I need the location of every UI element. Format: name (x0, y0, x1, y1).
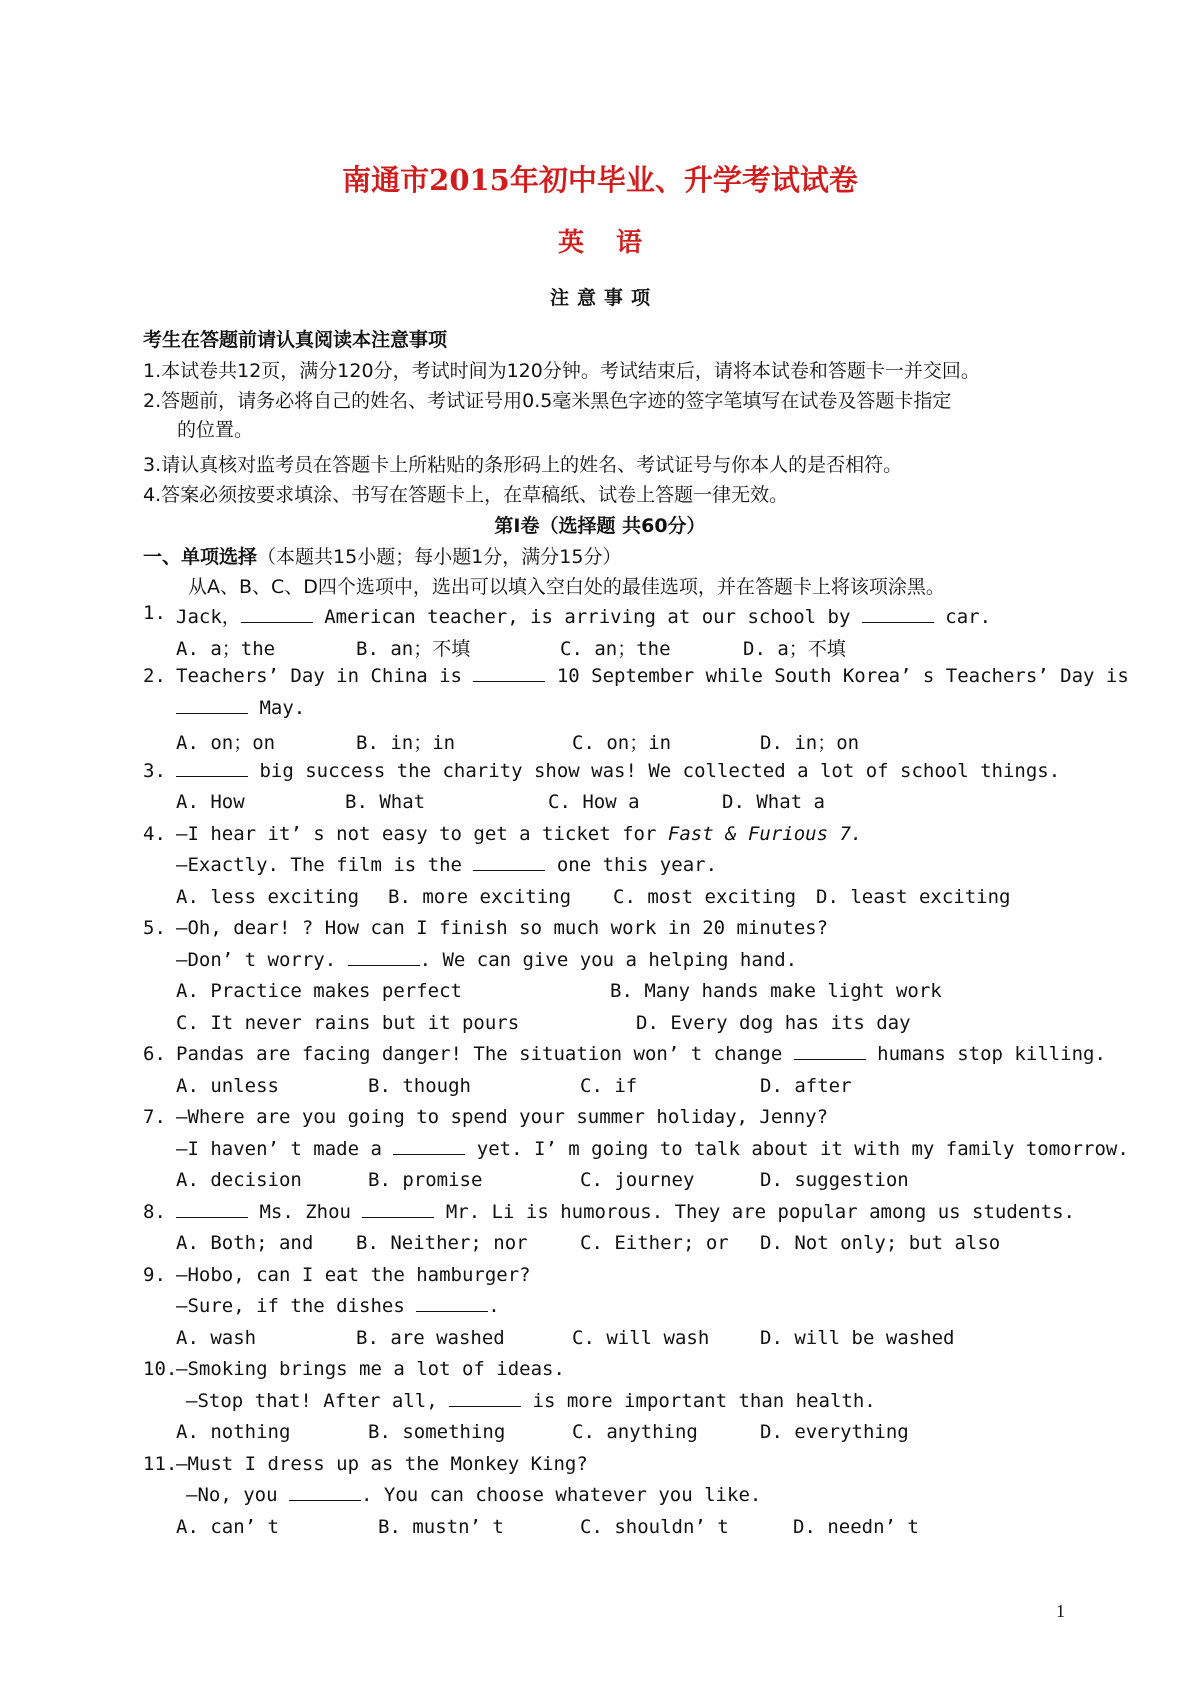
question-text-segment: humans stop killing. (865, 1043, 1106, 1065)
section-note: （本题共15小题；每小题1分，满分15分） (257, 546, 622, 568)
subject-heading (0, 222, 1200, 259)
subject-char: 英 (557, 228, 584, 258)
answer-option: A. less exciting (176, 885, 360, 908)
subject-char: 语 (616, 228, 643, 258)
question-text-segment: . You can choose whatever you like. (360, 1484, 762, 1506)
answer-blank (176, 698, 248, 714)
notice-item-continued: 的位置。 (177, 419, 254, 441)
answer-option: B. What (345, 791, 426, 813)
answer-option: C. will wash (572, 1326, 710, 1349)
question-text (176, 697, 305, 719)
question-text-segment: Teachers’ Day in China is (176, 665, 474, 687)
answer-option: C. shouldn’ t (580, 1515, 729, 1538)
notice-item: 2.答题前，请务必将自己的姓名、考试证号用0.5毫米黑色字迹的签字笔填写在试卷及答题卡指定 (143, 390, 952, 412)
answer-blank (176, 761, 248, 777)
question-number: 4. (143, 822, 166, 845)
question-text-segment: —Oh, dear! ? How can I finish so much work in 20 minutes? (176, 917, 829, 939)
question-number: 2. (143, 665, 166, 687)
answer-blank (241, 607, 313, 623)
section-instruction: 从A、B、C、D四个选项中，选出可以填入空白处的最佳选项，并在答题卡上将该项涂黑。 (188, 576, 945, 598)
section-title: 一、单项选择 (143, 546, 258, 568)
answer-blank (416, 1296, 488, 1312)
answer-option: A. wash (176, 1326, 257, 1349)
question-text-segment: big success the charity show was! We collected a lot of school things. (248, 759, 1061, 782)
question-text-segment: —No, you (186, 1484, 289, 1506)
question-text (176, 1264, 531, 1286)
answer-blank (794, 1044, 866, 1060)
notice-item: 1.本试卷共12页，满分120分，考试时间为120分钟。考试结束后，请将本试卷和答题卡一并交回。 (143, 360, 980, 382)
question-number: 1. (143, 602, 166, 624)
question-text (176, 760, 1060, 782)
question-text-segment: May. (248, 696, 306, 719)
question-text (176, 949, 797, 971)
question-text-segment: car. (933, 606, 992, 628)
question-text-segment: Ms. Zhou (248, 1200, 363, 1223)
question-text (176, 1358, 565, 1380)
answer-option: A. a；the (176, 637, 276, 660)
question-text-segment: yet. I’ m going to talk about it with my family tomorrow. (465, 1137, 1129, 1160)
question-text (176, 1138, 1129, 1160)
notice-heading-char: 事 (604, 287, 624, 309)
question-text-segment: is more important than health. (521, 1389, 876, 1412)
question-number: 3. (143, 759, 166, 782)
answer-option: D. needn’ t (793, 1515, 919, 1538)
answer-option: D. suggestion (760, 1169, 909, 1191)
page-title: 南通市2015年初中毕业、升学考试试卷 (342, 163, 858, 197)
question-text (186, 1390, 876, 1412)
answer-option: A. Both; and (176, 1232, 314, 1254)
answer-option: C. most exciting (613, 885, 797, 908)
question-number: 8. (143, 1200, 166, 1223)
answer-option: A. unless (176, 1074, 279, 1097)
question-text-segment: Pandas are facing danger! The situation won’ t change (176, 1043, 794, 1065)
answer-option: B. something (368, 1421, 506, 1443)
part-heading: 第Ⅰ卷（选择题 共60分） (494, 515, 706, 537)
answer-blank (362, 1202, 434, 1218)
notice-item: 4.答案必须按要求填涂、书写在答题卡上，在草稿纸、试卷上答题一律无效。 (143, 484, 789, 506)
question-number: 7. (143, 1106, 166, 1128)
question-text-segment: —Must I dress up as the Monkey King? (176, 1452, 588, 1475)
answer-option: D. What a (722, 791, 825, 813)
answer-option: D. everything (760, 1421, 909, 1443)
answer-option: B. more exciting (388, 885, 572, 908)
question-text-segment: —Exactly. The film is the (176, 854, 474, 876)
notice-item: 3.请认真核对监考员在答题卡上所粘贴的条形码上的姓名、考试证号与你本人的是否相符。 (143, 454, 903, 476)
question-number: 9. (143, 1263, 166, 1286)
answer-option: D. after (760, 1074, 852, 1097)
answer-option: C. How a (548, 791, 640, 813)
notice-heading-char: 意 (576, 287, 596, 309)
answer-blank (176, 1202, 248, 1218)
question-text-segment: Jack， (176, 606, 241, 628)
question-text-segment: American teacher, is arriving at our school by (312, 606, 862, 628)
question-text-segment: Mr. Li is humorous. They are popular among us students. (434, 1200, 1075, 1223)
answer-option: C. anything (572, 1421, 698, 1443)
answer-option: C. journey (580, 1169, 695, 1191)
question-number: 5. (143, 917, 166, 939)
question-text-segment: —Where are you going to spend your summer holiday, Jenny? (176, 1106, 829, 1128)
answer-option: D. in；on (760, 732, 860, 754)
question-number: 10. (143, 1358, 178, 1380)
answer-option: B. an；不填 (356, 637, 471, 660)
answer-option: C. if (580, 1074, 638, 1097)
notice-heading-char: 项 (631, 287, 651, 309)
answer-option: D. will be washed (760, 1326, 955, 1349)
answer-option: A. can’ t (176, 1515, 279, 1538)
question-text (176, 665, 1129, 687)
answer-option: B. are washed (356, 1326, 505, 1349)
answer-option: B. promise (368, 1169, 483, 1191)
question-text (186, 1484, 761, 1506)
answer-option: B. Many hands make light work (610, 980, 942, 1002)
question-text-segment: —I haven’ t made a (176, 1137, 394, 1160)
answer-blank (862, 607, 934, 623)
question-text (176, 602, 991, 629)
answer-option: A. Practice makes perfect (176, 980, 462, 1002)
answer-blank (473, 666, 545, 682)
answer-blank (348, 950, 420, 966)
answer-blank (289, 1485, 361, 1501)
page-number: 1 (1056, 1601, 1065, 1621)
question-text-segment: one this year. (545, 854, 718, 876)
answer-option: C. on；in (572, 732, 672, 754)
question-text (176, 1201, 1075, 1223)
answer-option: D. least exciting (816, 885, 1011, 908)
question-text (176, 823, 862, 845)
question-text (176, 1043, 1106, 1065)
answer-option: A. How (176, 791, 245, 813)
answer-option: D. Every dog has its day (636, 1011, 911, 1034)
question-number: 6. (143, 1043, 166, 1065)
question-text (176, 854, 717, 876)
question-text-segment: —Sure, if the dishes (176, 1295, 417, 1317)
question-text-segment: —Don’ t worry. (176, 948, 348, 971)
section-heading (143, 542, 621, 569)
answer-option: B. mustn’ t (378, 1515, 504, 1538)
answer-option: D. Not only; but also (760, 1232, 1001, 1254)
answer-option: B. Neither; nor (356, 1232, 528, 1254)
notice-heading (0, 283, 1200, 310)
question-text (176, 917, 828, 939)
answer-option: C. an；the (560, 637, 671, 660)
answer-option: B. in；in (356, 732, 456, 754)
question-text (176, 1106, 828, 1128)
answer-blank (449, 1391, 521, 1407)
question-text-segment: . (488, 1295, 500, 1317)
answer-option: C. It never rains but it pours (176, 1011, 520, 1034)
question-text-segment: —Smoking brings me a lot of ideas. (176, 1358, 565, 1380)
answer-option: A. decision (176, 1169, 302, 1191)
answer-option: A. on；on (176, 732, 276, 754)
question-text (176, 1295, 500, 1317)
answer-option: D. a；不填 (743, 637, 846, 660)
film-title: Fast & Furious 7. (667, 822, 863, 845)
answer-blank (393, 1139, 465, 1155)
question-text-segment: —I hear it’ s not easy to get a ticket for (176, 822, 668, 845)
notice-heading-char: 注 (549, 287, 569, 309)
question-text-segment: 10 September while South Korea’ s Teachers’ Day is (545, 665, 1129, 687)
question-text (176, 1453, 588, 1475)
answer-blank (473, 855, 545, 871)
question-text-segment: —Stop that! After all, (186, 1389, 450, 1412)
question-text-segment: —Hobo, can I eat the hamburger? (176, 1263, 531, 1286)
answer-option: C. Either; or (580, 1232, 729, 1254)
answer-option: A. nothing (176, 1421, 291, 1443)
question-text-segment: . We can give you a helping hand. (419, 948, 798, 971)
answer-option: B. though (368, 1074, 471, 1097)
question-number: 11. (143, 1452, 178, 1475)
notice-intro: 考生在答题前请认真阅读本注意事项 (143, 329, 448, 351)
